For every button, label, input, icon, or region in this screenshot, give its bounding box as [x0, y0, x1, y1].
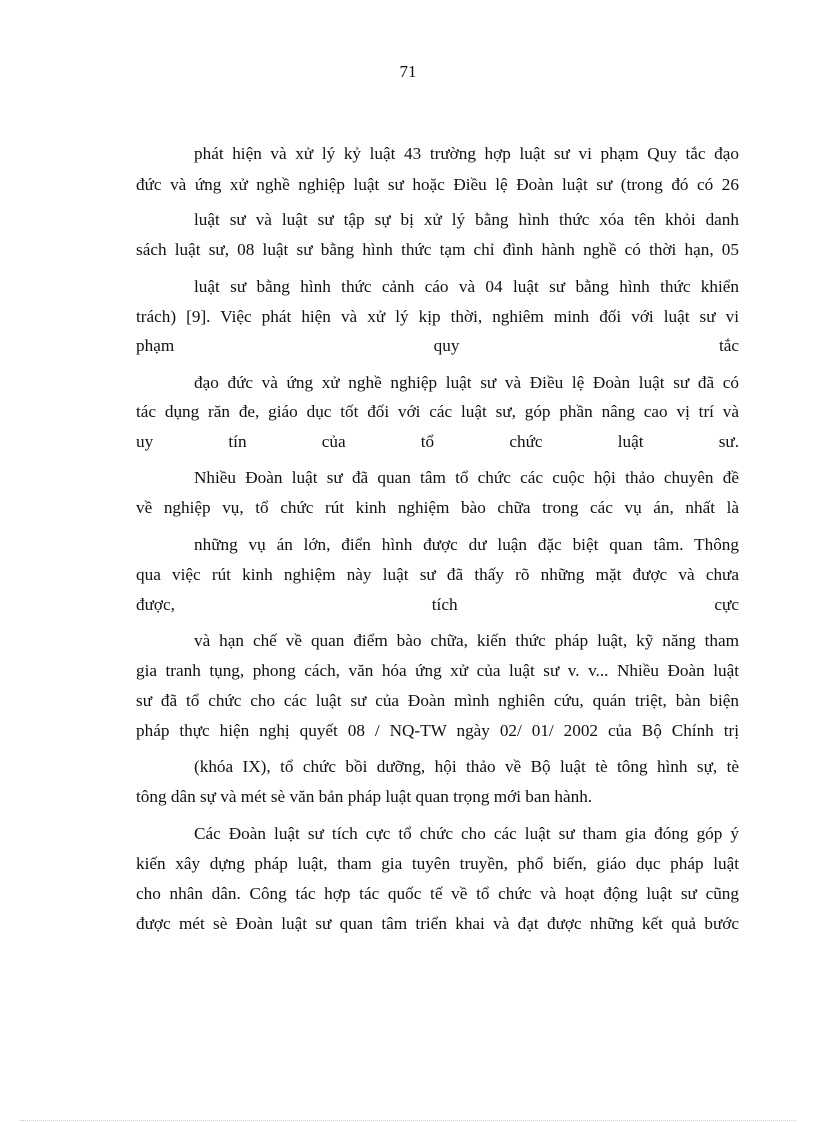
text-line: Nhiều Đoàn luật sư đã quan tâm tổ chức các cuộc hội thảo chuyên đề [194, 468, 739, 487]
text-line: Các Đoàn luật sư tích cực tổ chức cho các luật sư tham gia đóng góp ý [194, 824, 739, 843]
text-line: tông dân sự và mét sè văn bản pháp luật quan trọng mới ban hành. [136, 787, 593, 806]
text-line: cho nhân dân. Công tác hợp tác quốc tế về tổ chức và hoạt động luật sư cũng [136, 884, 739, 903]
text-line: sư đã tổ chức cho các luật sư của Đoàn mình nghiên cứu, quán triệt, bàn biện [136, 691, 739, 710]
text-line: luật sư và luật sư tập sự bị xử lý bằng hình thức xóa tên khỏi danh [194, 210, 739, 229]
text-line: phạm quy tắc [136, 336, 739, 355]
text-line: những vụ án lớn, điển hình được dư luận đặc biệt quan tâm. Thông [194, 535, 739, 554]
text-line: phát hiện và xử lý kỷ luật 43 trường hợp luật sư vi phạm Quy tắc đạo [194, 144, 739, 163]
text-line: tác dụng răn đe, giáo dục tốt đối với các luật sư, góp phần nâng cao vị trí và [136, 402, 739, 421]
text-line: và hạn chế về quan điểm bào chữa, kiến thức pháp luật, kỹ năng tham [194, 631, 739, 650]
text-line: (khóa IX), tổ chức bồi dưỡng, hội thảo về Bộ luật tè tông hình sự, tè [194, 757, 739, 776]
page-bottom-rule [20, 1120, 796, 1121]
text-line: về nghiệp vụ, tổ chức rút kinh nghiệm bào chữa trong các vụ án, nhất là [136, 498, 739, 517]
text-line: kiến xây dựng pháp luật, tham gia tuyên truyền, phổ biến, giáo dục pháp luật [136, 854, 739, 873]
text-line: được, tích cực [136, 595, 739, 614]
text-line: qua việc rút kinh nghiệm này luật sư đã thấy rõ những mặt được và chưa [136, 565, 739, 584]
text-line: uy tín của tổ chức luật sư. [136, 432, 739, 451]
text-line: trách) [9]. Việc phát hiện và xử lý kịp thời, nghiêm minh đối với luật sư vi [136, 307, 739, 326]
text-line: được mét sè Đoàn luật sư quan tâm triển khai và đạt được những kết quả bước [136, 914, 739, 933]
text-line: pháp thực hiện nghị quyết 08 / NQ-TW ngày 02/ 01/ 2002 của Bộ Chính trị [136, 721, 739, 740]
text-line: đức và ứng xử nghề nghiệp luật sư hoặc Điều lệ Đoàn luật sư (trong đó có 26 [136, 175, 739, 194]
text-line: sách luật sư, 08 luật sư bằng hình thức tạm chỉ đình hành nghề có thời hạn, 05 [136, 240, 739, 259]
text-line: gia tranh tụng, phong cách, văn hóa ứng xử của luật sư v. v... Nhiều Đoàn luật [136, 661, 739, 680]
text-line: luật sư bằng hình thức cảnh cáo và 04 luật sư bằng hình thức khiển [194, 277, 739, 296]
page-number: 71 [399, 62, 417, 81]
text-line: đạo đức và ứng xử nghề nghiệp luật sư và Điều lệ Đoàn luật sư đã có [194, 373, 739, 392]
